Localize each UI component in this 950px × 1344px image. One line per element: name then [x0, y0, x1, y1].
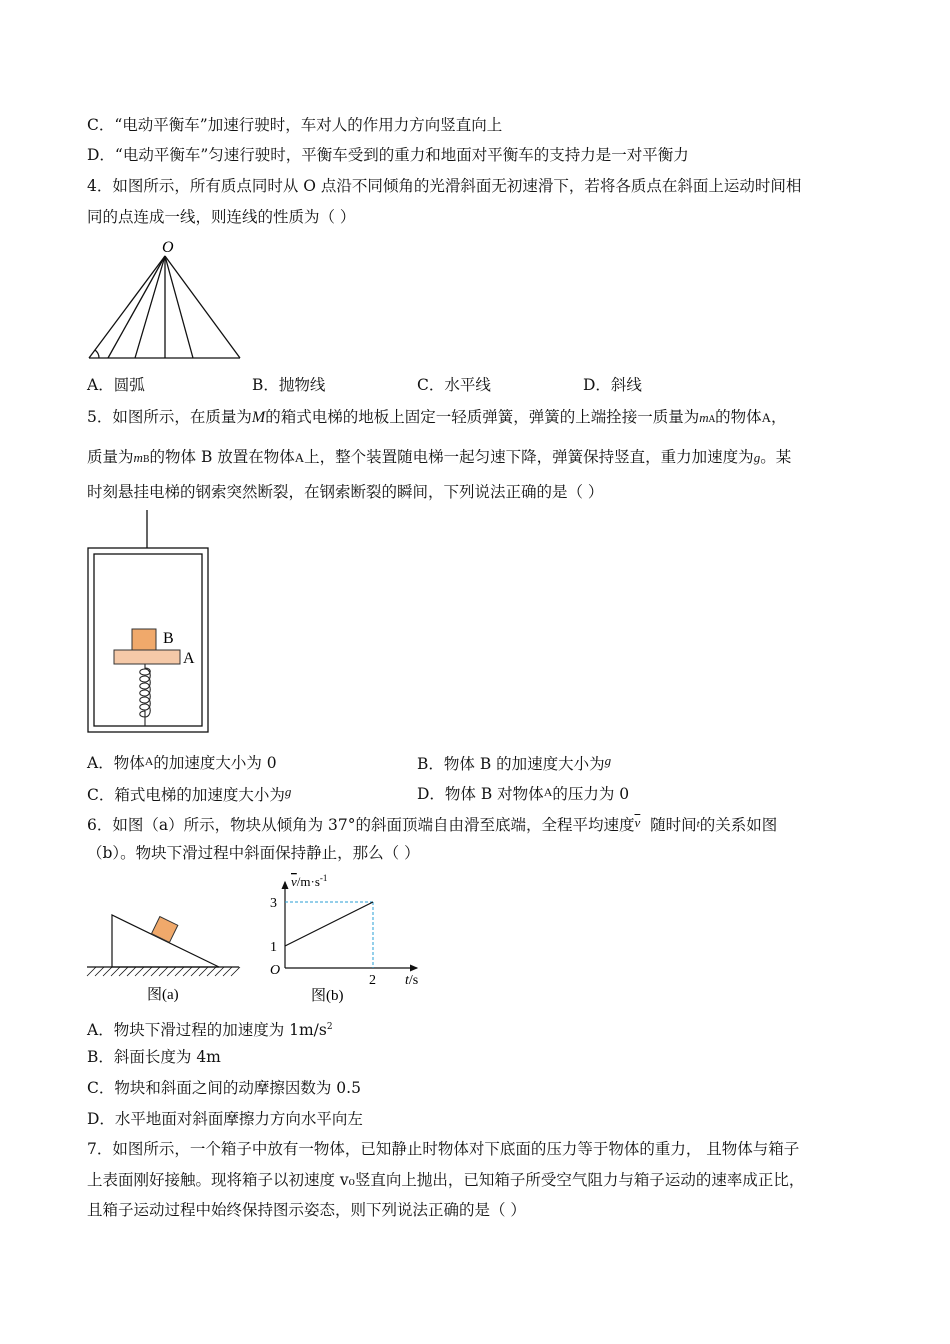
q6-data-line [285, 902, 373, 946]
q6-l1-text-c: 的关系如图 [699, 816, 778, 834]
q6-l1-text-a: 6．如图（a）所示，物块从倾角为 37°的斜面顶端自由滑至底端，全程平均速度 [87, 816, 635, 834]
q6-l1-symbol-t: t [696, 818, 700, 830]
q6-figure-b-graph [265, 870, 430, 1008]
q7-stem-line3: 且箱子运动过程中始终保持图示姿态，则下列说法正确的是（ ） [87, 1201, 526, 1219]
q5-figure-label-a: A [183, 650, 195, 667]
q6-origin-label: O [270, 963, 281, 978]
q5-option-d [417, 781, 629, 805]
q5-option-c-text: C．箱式电梯的加速度大小为 [87, 786, 285, 804]
q5-figure-label-b: B [163, 630, 174, 647]
q5-l1-symbol-A: A [761, 410, 772, 425]
q5-option-b [417, 750, 611, 775]
q5-l1-text-b: 的箱式电梯的地板上固定一轻质弹簧，弹簧的上端拴接一质量为 [265, 408, 700, 426]
q5-option-d-text: D．物体 B 对物体 [417, 785, 544, 803]
q6-axis-x-label [405, 973, 418, 988]
q4-option-a: A．圆弧 [87, 376, 145, 394]
q6-option-b: B．斜面长度为 4m [87, 1048, 221, 1066]
q6-block [152, 917, 178, 943]
q6-l1-text-b: 随时间 [650, 816, 697, 834]
q5-l2-text-c: 上，整个装置随电梯一起匀速下降，弹簧保持竖直，重力加速度为 [304, 448, 754, 466]
q6-l1-symbol-v: $\overline{v}$ [634, 815, 641, 830]
q4-option-b: B．抛物线 [252, 376, 326, 394]
q5-block-a [114, 650, 180, 664]
q6-tick-x-2: 2 [369, 973, 376, 988]
q4-stem-line1: 4．如图所示，所有质点同时从 O 点沿不同倾角的光滑斜面无初速滑下，若将各质点在斜面上运动时间相 [87, 177, 802, 195]
q5-l2-symbol-A: A [294, 450, 305, 465]
q6-option-a [87, 1016, 333, 1041]
q6-axis-y-unit: /m·s [296, 874, 320, 889]
q5-l2-text-a: 质量为 [87, 448, 134, 466]
q3-option-c: C．“电动平衡车”加速行驶时，车对人的作用力方向竖直向上 [87, 116, 503, 134]
q6-stem-line2: （b）。物块下滑过程中斜面保持静止，那么（ ） [87, 844, 420, 862]
q6-fig-b-caption: 图(b) [311, 988, 344, 1004]
q5-l1-text-a: 5．如图所示，在质量为 [87, 408, 252, 426]
q6-option-c: C．物块和斜面之间的动摩擦因数为 0.5 [87, 1079, 361, 1097]
q5-block-b [132, 629, 156, 650]
q5-l2-symbol-m: m [133, 450, 143, 465]
q4-figure-label-o: O [162, 239, 174, 256]
q5-l2-text-b: 的物体 B 放置在物体 [149, 448, 295, 466]
q5-l2-text-d: 。某 [760, 448, 792, 466]
q5-option-b-symbol: g [604, 753, 612, 768]
q5-option-a-text: A．物体 [87, 754, 145, 772]
q5-stem-line3: 时刻悬挂电梯的钢索突然断裂，在钢索断裂的瞬间，下列说法正确的是（ ） [87, 483, 604, 501]
q6-stem-line1 [87, 812, 777, 836]
q4-stem-line2: 同的点连成一线，则连线的性质为（ ） [87, 208, 356, 226]
q6-axis-y-exp: -1 [319, 873, 328, 883]
q5-l2-symbol-g: g [753, 450, 761, 465]
q4-option-c: C．水平线 [417, 376, 491, 394]
q5-stem-line2 [87, 446, 791, 471]
q5-l1-symbol-M: M [251, 409, 266, 426]
q6-option-d: D．水平地面对斜面摩擦力方向水平向左 [87, 1110, 363, 1128]
q5-option-c [87, 781, 291, 806]
q4-option-d: D．斜线 [583, 376, 642, 394]
q4-figure-inclines [85, 236, 245, 364]
q7-stem-line1: 7．如图所示，一个箱子中放有一物体，已知静止时物体对下底面的压力等于物体的重力， 且物体与箱子 [87, 1140, 800, 1158]
q6-tick-y-3: 3 [270, 896, 277, 911]
q5-figure-elevator [85, 508, 213, 736]
q5-option-a-symbol: A [144, 754, 154, 768]
q6-axis-x-unit: /s [408, 973, 419, 988]
q5-spring [140, 664, 151, 726]
q6-option-a-text: A．物块下滑过程的加速度为 1m/s [87, 1021, 327, 1040]
q5-option-c-symbol: g [284, 784, 292, 799]
q5-l2-subscript-b: B [142, 455, 150, 465]
q6-figure-a-incline [85, 900, 245, 1008]
q6-axis-y-label [291, 873, 327, 889]
q5-l1-subscript-a: A [708, 415, 716, 425]
q5-option-a-text-end: 的加速度大小为 0 [153, 754, 277, 772]
q5-option-d-text-end: 的压力为 0 [552, 785, 630, 803]
q5-l1-symbol-m: m [699, 410, 709, 425]
q5-stem-line1 [87, 406, 787, 431]
q6-axis-x-t: t [405, 973, 409, 988]
q6-fig-a-caption: 图(a) [147, 987, 179, 1003]
q5-l1-text-c: 的物体 [715, 408, 762, 426]
q5-option-a [87, 750, 277, 774]
q6-option-a-sup: 2 [326, 1022, 333, 1032]
q6-axis-y-v: v [291, 874, 297, 889]
q3-option-d: D．“电动平衡车”匀速行驶时，平衡车受到的重力和地面对平衡车的支持力是一对平衡力 [87, 146, 689, 164]
q6-tick-y-1: 1 [270, 940, 277, 955]
q5-option-d-symbol: A [543, 785, 553, 799]
q5-l1-text-d: ， [771, 408, 787, 426]
q7-stem-line2: 上表面刚好接触。现将箱子以初速度 v₀竖直向上抛出，已知箱子所受空气阻力与箱子运动的速率成正比， [87, 1171, 805, 1189]
q5-option-b-text: B．物体 B 的加速度大小为 [417, 755, 605, 773]
